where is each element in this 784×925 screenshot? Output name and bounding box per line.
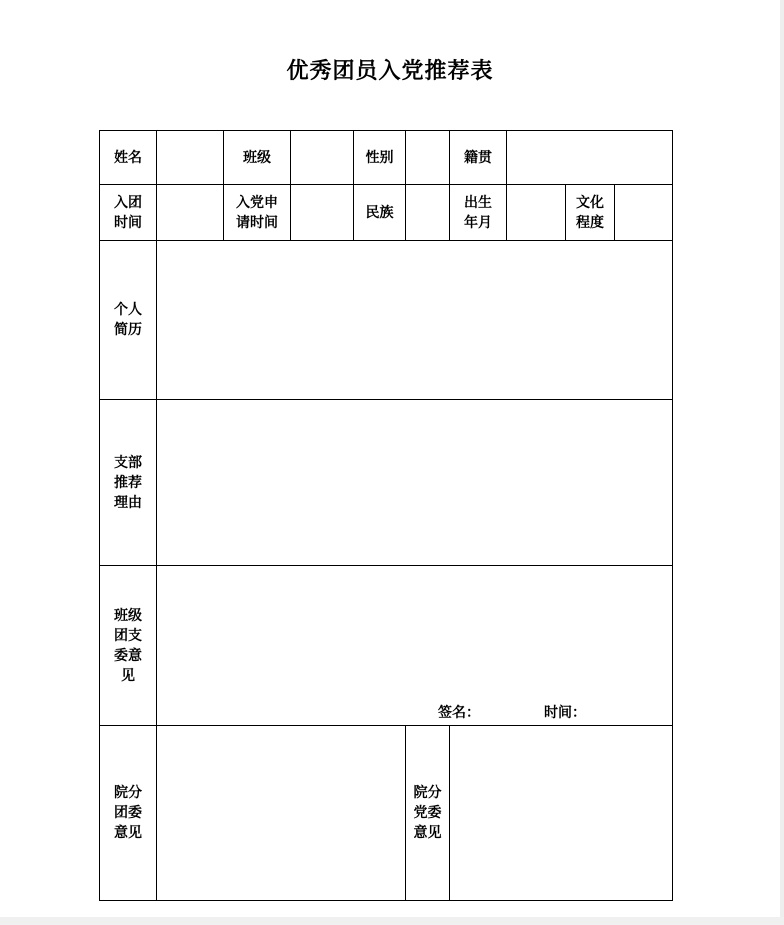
education-label: 文化 程度: [566, 185, 615, 241]
branch-reason-label: 支部 推荐 理由: [100, 400, 157, 566]
signature-line: [438, 703, 586, 723]
name-label: 姓名: [100, 131, 157, 185]
resume-content-cell[interactable]: [157, 241, 673, 400]
branch-reason-row: [100, 400, 673, 566]
college-league-content-cell[interactable]: [157, 726, 406, 901]
branch-reason-content-cell[interactable]: [157, 400, 673, 566]
ethnicity-label: 民族: [354, 185, 406, 241]
resume-label: 个人 简历: [100, 241, 157, 400]
join-league-time-label: 入团 时间: [100, 185, 157, 241]
gender-value-cell[interactable]: [406, 131, 450, 185]
education-value-cell[interactable]: [615, 185, 673, 241]
signature-label: 签名：: [438, 705, 480, 721]
document-title: 优秀团员入党推荐表: [286, 59, 494, 84]
bottom-scrollbar[interactable]: [0, 917, 784, 925]
resume-row: [100, 241, 673, 400]
ethnicity-value-cell[interactable]: [406, 185, 450, 241]
class-committee-content-cell[interactable]: [157, 566, 673, 726]
college-party-content-cell[interactable]: [450, 726, 673, 901]
time-label: 时间：: [544, 705, 586, 721]
basic-info-row-2: [100, 185, 673, 241]
birth-label: 出生 年月: [450, 185, 507, 241]
join-league-time-value-cell[interactable]: [157, 185, 224, 241]
gender-label: 性别: [354, 131, 406, 185]
college-league-label: 院分 团委 意见: [100, 726, 157, 901]
birth-value-cell[interactable]: [507, 185, 566, 241]
opinion-row: [100, 726, 673, 901]
recommendation-form: [99, 130, 673, 901]
class-committee-row: [100, 566, 673, 726]
page-edge: [780, 0, 784, 925]
college-party-label: 院分 党委 意见: [406, 726, 450, 901]
apply-party-time-label: 入党申 请时间: [224, 185, 291, 241]
name-value-cell[interactable]: [157, 131, 224, 185]
origin-value-cell[interactable]: [507, 131, 673, 185]
basic-info-row-1: [100, 131, 673, 185]
origin-label: 籍贯: [450, 131, 507, 185]
class-value-cell[interactable]: [291, 131, 354, 185]
class-label: 班级: [224, 131, 291, 185]
class-committee-label: 班级 团支 委意 见: [100, 566, 157, 726]
apply-party-time-value-cell[interactable]: [291, 185, 354, 241]
